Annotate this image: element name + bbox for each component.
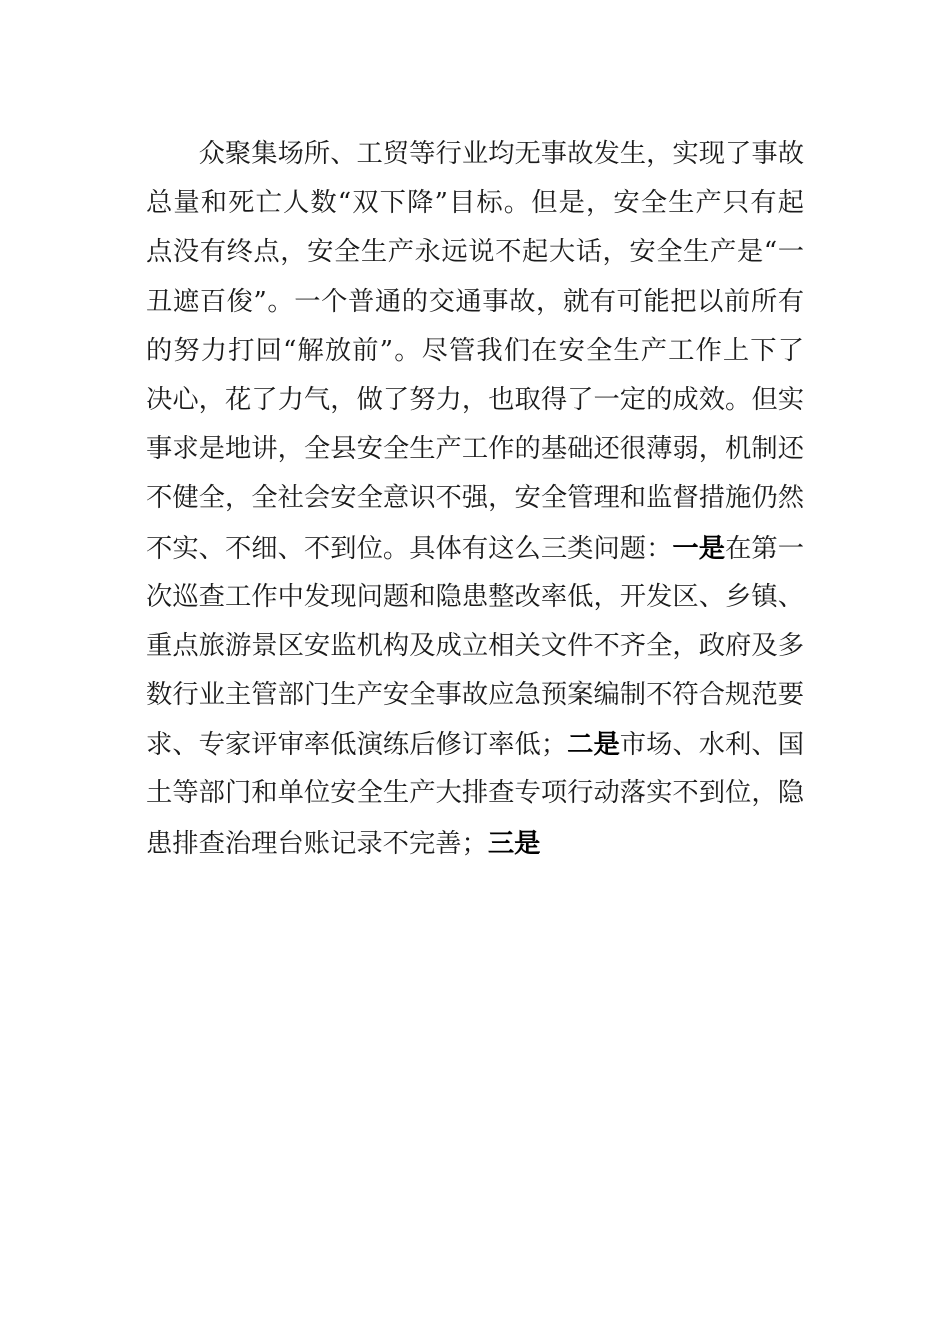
text-run: 的努力打回“解放前”。尽管我们在安全生产工作上下了 bbox=[146, 335, 804, 366]
text-run: 患排查治理台账记录不完善； bbox=[146, 828, 488, 859]
text-run: 事求是地讲，全县安全生产工作的基础还很薄弱，机制还 bbox=[146, 434, 804, 465]
bold-marker-third: 三是 bbox=[487, 827, 541, 859]
text-run: 数行业主管部门生产安全事故应急预案编制不符合规范要 bbox=[146, 680, 804, 711]
text-run: 总量和死亡人数“双下降”目标。但是，安全生产只有起 bbox=[146, 188, 804, 219]
paragraph-line bbox=[146, 720, 804, 769]
text-run: 土等部门和单位安全生产大排查专项行动落实不到位，隐 bbox=[146, 778, 804, 809]
paragraph-line bbox=[146, 278, 804, 327]
paragraph-line bbox=[146, 524, 804, 573]
paragraph-line bbox=[146, 179, 804, 228]
text-run: 决心，花了力气，做了努力，也取得了一定的成效。但实 bbox=[146, 384, 804, 415]
text-run: 众聚集场所、工贸等行业均无事故发生，实现了事故 bbox=[198, 139, 804, 169]
text-run: 重点旅游景区安监机构及成立相关文件不齐全，政府及多 bbox=[146, 630, 804, 661]
text-run: 不健全，全社会安全意识不强，安全管理和监督措施仍然 bbox=[146, 483, 804, 514]
text-run: 点没有终点，安全生产永远说不起大话，安全生产是“一 bbox=[146, 237, 804, 268]
text-run: 次巡查工作中发现问题和隐患整改率低，开发区、乡镇、 bbox=[146, 581, 804, 612]
paragraph-line bbox=[146, 474, 804, 523]
bold-marker-second: 二是 bbox=[567, 729, 620, 761]
text-run: 丑遮百俊”。一个普通的交通事故，就有可能把以前所有 bbox=[146, 286, 804, 317]
paragraph-line bbox=[146, 228, 804, 277]
paragraph-line bbox=[146, 130, 804, 179]
paragraph-line bbox=[146, 622, 804, 671]
text-run: 不实、不细、不到位。具体有这么三类问题： bbox=[146, 533, 673, 564]
text-run: 市场、水利、国 bbox=[619, 730, 805, 761]
paragraph-line bbox=[146, 671, 804, 720]
paragraph-line bbox=[146, 573, 804, 622]
paragraph-line bbox=[146, 327, 804, 376]
body-paragraph bbox=[146, 130, 804, 868]
paragraph-line bbox=[146, 425, 804, 474]
text-run: 求、专家评审率低演练后修订率低； bbox=[146, 730, 568, 761]
paragraph-line bbox=[146, 819, 804, 868]
paragraph-line bbox=[146, 769, 804, 818]
bold-marker-first: 一是 bbox=[672, 532, 726, 564]
paragraph-line bbox=[146, 376, 804, 425]
text-run: 在第一 bbox=[725, 533, 805, 564]
